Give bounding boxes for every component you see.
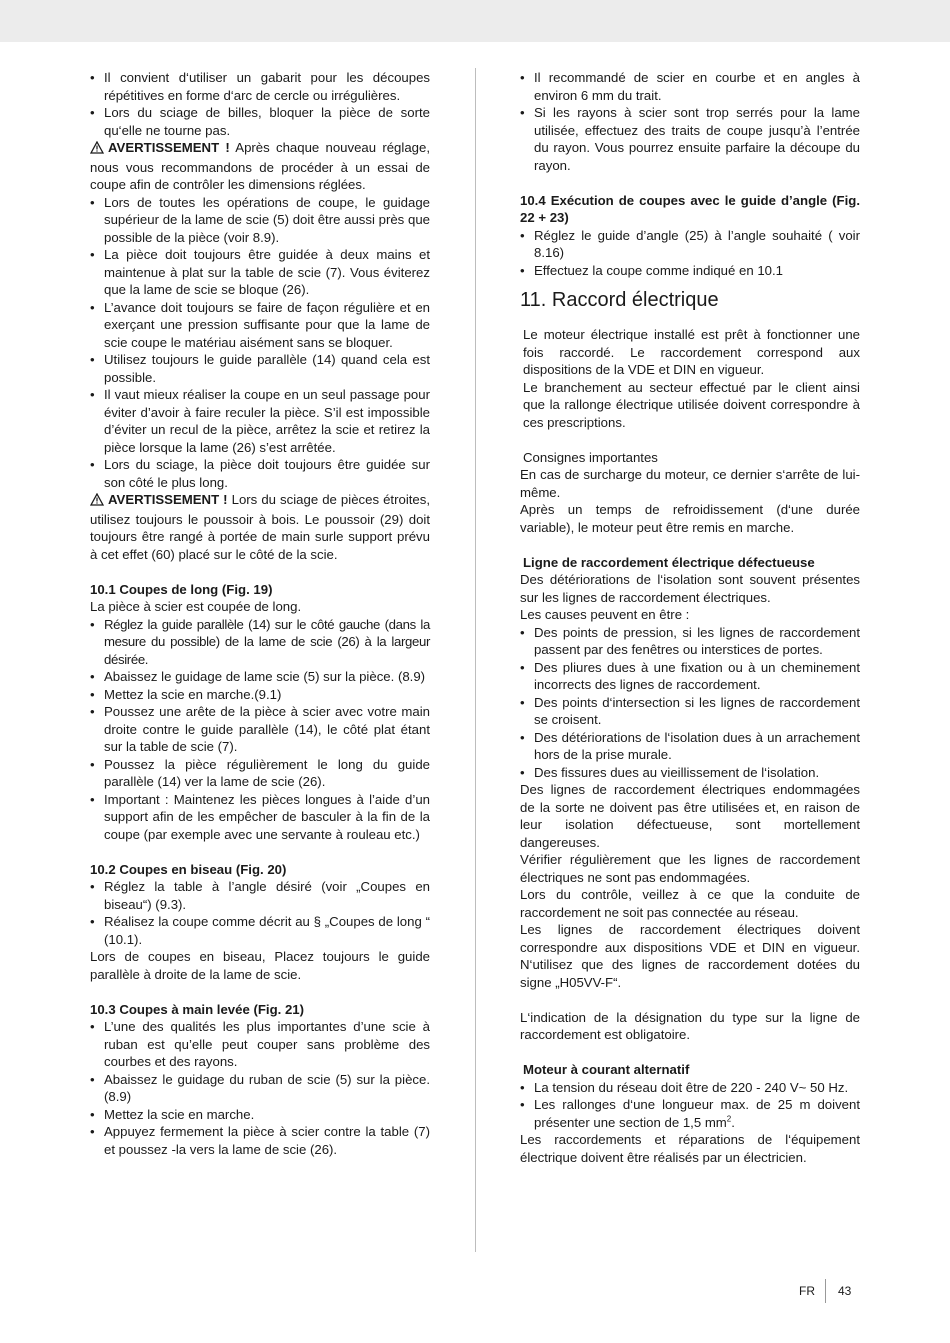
paragraph: En cas de surcharge du moteur, ce dernier s‘arrête de lui-même. [520,467,860,500]
list-item: • Des détériorations de l‘isolation dues à un arrachement hors de la prise murale. [520,729,860,764]
list-item: • Il vaut mieux réaliser la coupe en un seul passage pour éviter d’avoir à faire reculer la pièce. S’il est impossible d’éviter un recul de la pièce, arrêtez la scie et retirez la pièce lorsque la lame (26) s’est arrêtée. [90,386,430,456]
list-item: • Réalisez la coupe comme décrit au § „Coupes de long “ (10.1). [90,913,430,948]
list-item: • Il convient d‘utiliser un gabarit pour les découpes répétitives en forme d‘arc de cercle ou irrégulières. [90,69,430,104]
list-item: • Lors du sciage de billes, bloquer la pièce de sorte qu‘elle ne tourne pas. [90,104,430,139]
list-item [520,1096,860,1131]
paragraph: Vérifier régulièrement que les lignes de raccordement électriques ne sont pas endommagées. [520,852,860,885]
section-heading: 10.3 Coupes à main levée (Fig. 21) [90,1001,305,1017]
top-band [0,0,950,42]
section-heading: Ligne de raccordement électrique défectueuse [523,554,815,570]
list-item: • Il recommandé de scier en courbe et en angles à environ 6 mm du trait. [520,69,860,104]
paragraph: L‘indication de la désignation du type sur la ligne de raccordement est obligatoire. [520,1009,860,1042]
chapter-title: 11. Raccord électrique [520,289,719,311]
paragraph: La pièce à scier est coupée de long. [90,599,302,614]
list-item: • L’une des qualités les plus importantes d’une scie à ruban est qu’elle peut couper sans problème des courbes et des rayons. [90,1018,430,1071]
list-item: • Poussez une arête de la pièce à scier avec votre main droite contre le guide parallèle (14), le côté plat étant sur la table de scie (7). [90,703,430,756]
paragraph: Des détériorations de l‘isolation sont souvent présentes sur les lignes de raccordement électriques. [520,572,860,605]
section-heading: 10.1 Coupes de long (Fig. 19) [90,581,273,597]
paragraph: Les causes peuvent en être : [520,607,690,622]
paragraph: Le moteur électrique installé est prêt à fonctionner une fois raccordé. Le raccordement correspond aux dispositions de la VDE et DIN en vigueur. [523,327,860,377]
list-item: • Abaissez le guidage du ruban de scie (5) sur la pièce. (8.9) [90,1071,430,1106]
page-number: 43 [838,1284,852,1298]
left-column [90,69,430,1158]
warning-paragraph [90,139,430,194]
warning-label: AVERTISSEMENT ! [108,492,228,507]
paragraph: Les lignes de raccordement électriques doivent correspondre aux dispositions VDE et DIN en vigueur. N‘utilisez que des lignes de raccordement dotées du signe „H05VV-F“. [520,922,860,990]
paragraph: Après un temps de refroidissement (d‘une durée variable), le moteur peut être remis en marche. [520,502,860,535]
list-item: • Mettez la scie en marche.(9.1) [90,686,430,704]
list-item: • Abaissez le guidage de lame scie (5) sur la pièce. (8.9) [90,668,430,686]
list-item: • Réglez la guide parallèle (14) sur le côté gauche (dans la mesure du possible) de la lame de scie (26) à la largeur désirée. [90,616,430,669]
footer-separator [825,1279,826,1303]
section-heading: Moteur à courant alternatif [523,1062,690,1077]
list-item-text: Les rallonges d‘une longueur max. de 25 m doivent présenter une section de 1,5 mm [534,1097,860,1130]
warning-paragraph [90,491,430,563]
column-divider [475,68,476,1252]
list-item: • Réglez le guide d’angle (25) à l’angle souhaité ( voir 8.16) [520,227,860,262]
warning-label: AVERTISSEMENT ! [108,140,230,155]
right-column [520,69,860,1166]
paragraph: Des lignes de raccordement électriques endommagées de la sorte ne doivent pas être utilisées et, en raison de leur isolation défectueuse, sont mortellement dangereuses. [520,782,860,850]
section-heading: 10.2 Coupes en biseau (Fig. 20) [90,861,287,877]
language-code: FR [799,1284,815,1298]
list-item: • Effectuez la coupe comme indiqué en 10.1 [520,262,860,280]
section-heading: 10.4 Exécution de coupes avec le guide d’angle (Fig. 22 + 23) [520,192,860,225]
list-item: • Utilisez toujours le guide parallèle (14) quand cela est possible. [90,351,430,386]
list-item: • Lors du sciage, la pièce doit toujours être guidée sur son côté le plus long. [90,456,430,491]
list-item: • Si les rayons à scier sont trop serrés pour la lame utilisée, effectuez des traits de coupe jusqu’à l’entrée du rayon. Vous pourrez ensuite parfaire la découpe du rayon. [520,104,860,174]
list-item: • Des fissures dues au vieillissement de l‘isolation. [520,764,860,782]
warning-text: Lors du sciage de pièces étroites, utilisez toujours le poussoir à bois. Le poussoir (29) doit toujours être rangé à portée de main surle support prévu à cet effet (60) placé sur le côté de la scie. [90,492,431,562]
list-item: • La pièce doit toujours être guidée à deux mains et maintenue à plat sur la table de scie (7). Vous éviterez que la lame de scie se bloque (26). [90,246,430,299]
warning-text: Après chaque nouveau réglage, nous vous recommandons de procéder à un essai de coupe afin de contrôler les dimensions réglées. [90,140,430,192]
list-item: • Lors de toutes les opérations de coupe, le guidage supérieur de la lame de scie (5) doit être aussi près que possible de la pièce (voir 8.9). [90,194,430,247]
list-item: • Réglez la table à l’angle désiré (voir „Coupes en biseau“) (9.3). [90,878,430,913]
list-item-end: . [731,1114,735,1130]
warning-triangle-icon [90,141,105,159]
list-item: • Des points d‘intersection si les lignes de raccordement se croisent. [520,694,860,729]
list-item: • Poussez la pièce régulièrement le long du guide parallèle (14) ver la lame de scie (26). [90,756,430,791]
list-item: • Des points de pression, si les lignes de raccordement passent par des fenêtres ou interstices de portes. [520,624,860,659]
list-item: • Mettez la scie en marche. [90,1106,430,1124]
paragraph: Le branchement au secteur effectué par le client ainsi que la rallonge électrique utilisée doivent correspondre à ces prescriptions. [523,379,860,430]
paragraph: Lors du contrôle, veillez à ce que la conduite de raccordement ne soit pas connectée au réseau. [520,887,860,920]
list-item: • Des pliures dues à une fixation ou à un cheminement incorrects des lignes de raccordement. [520,659,860,694]
list-item: • Important : Maintenez les pièces longues à l’aide d’un support afin de les empêcher de basculer à la fin de la coupe (par exemple avec une servante à rouleau etc.) [90,791,430,844]
warning-triangle-icon [90,493,105,511]
list-item: • L’avance doit toujours se faire de façon régulière et en exerçant une pression suffisante pour que la lame de scie coupe le matériau aisément sans se bloquer. [90,299,430,352]
paragraph: Les raccordements et réparations de l‘équipement électrique doivent être réalisés par un électricien. [520,1132,860,1165]
subsection-title: Consignes importantes [523,449,658,465]
list-item: • Appuyez fermement la pièce à scier contre la table (7) et poussez -la vers la lame de scie (26). [90,1123,430,1158]
page-footer [0,1284,950,1300]
list-item: • La tension du réseau doit être de 220 - 240 V~ 50 Hz. [520,1079,860,1097]
superscript: 2 [726,1114,732,1124]
paragraph: Lors de coupes en biseau, Placez toujours le guide parallèle à droite de la lame de scie. [90,949,430,982]
